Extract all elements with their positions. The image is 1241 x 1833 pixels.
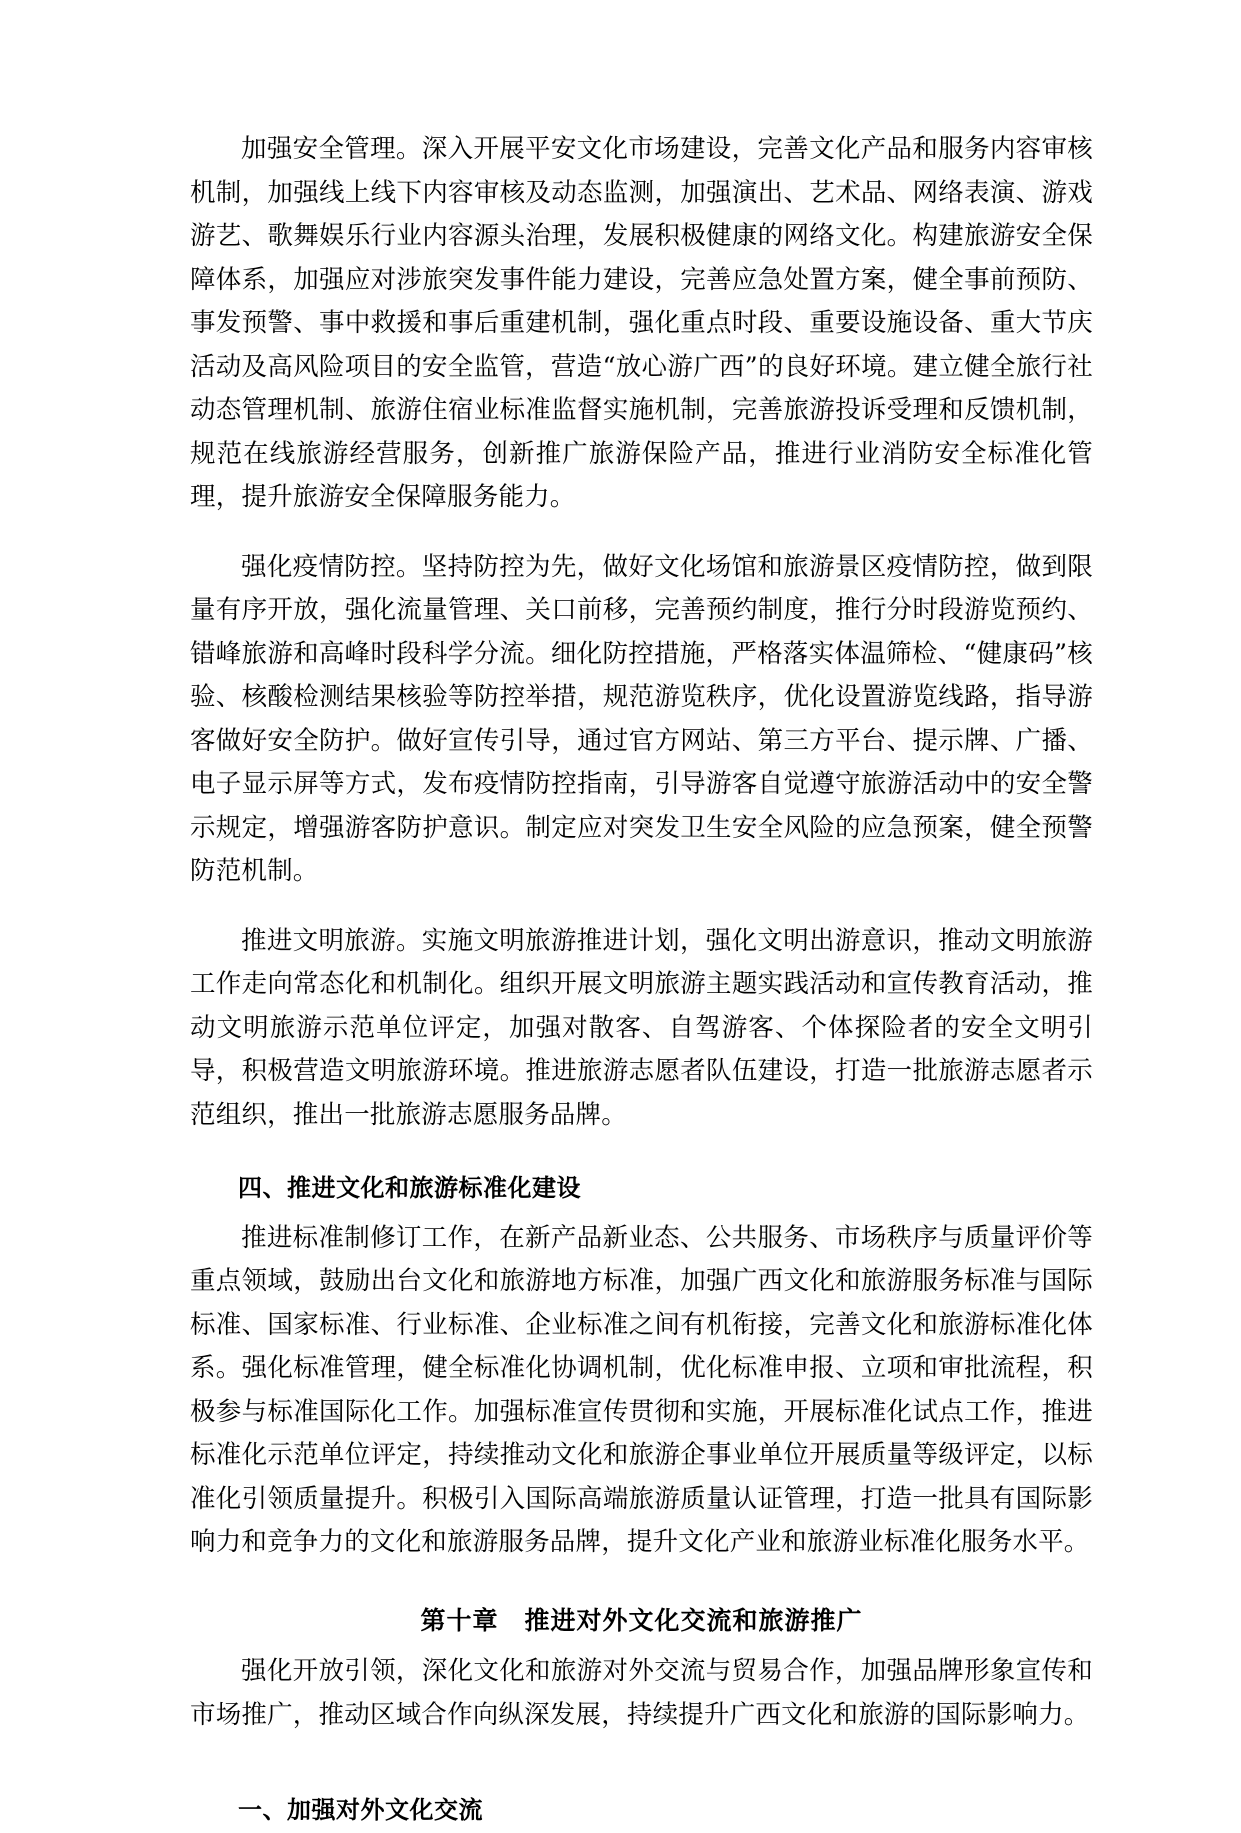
paragraph-safety-management: 加强安全管理。深入开展平安文化市场建设，完善文化产品和服务内容审核机制，加强线上线下内容审核及动态监测，加强演出、艺术品、网络表演、游戏游艺、歌舞娱乐行业内容源头治理，发展积极健康的网络文化。构建旅游安全保障体系，加强应对涉旅突发事件能力建设，完善应急处置方案，健全事前预防、事发预警、事中救援和事后重建机制，强化重点时段、重要设施设备、重大节庆活动及高风险项目的安全监管，营造“放心游广西”的良好环境。建立健全旅行社动态管理机制、旅游住宿业标准监督实施机制，完善旅游投诉受理和反馈机制，规范在线旅游经营服务，创新推广旅游保险产品，推进行业消防安全标准化管理，提升旅游安全保障服务能力。 bbox=[190, 134, 1093, 512]
document-body bbox=[190, 128, 1093, 1833]
paragraph-standardization: 推进标准制修订工作，在新产品新业态、公共服务、市场秩序与质量评价等重点领域，鼓励出台文化和旅游地方标准，加强广西文化和旅游服务标准与国际标准、国家标准、行业标准、企业标准之间有机衔接，完善文化和旅游标准化体系。强化标准管理，健全标准化协调机制，优化标准申报、立项和审批流程，积极参与标准国际化工作。加强标准宣传贯彻和实施，开展标准化试点工作，推进标准化示范单位评定，持续推动文化和旅游企事业单位开展质量等级评定，以标准化引领质量提升。积极引入国际高端旅游质量认证管理，打造一批具有国际影响力和竞争力的文化和旅游服务品牌，提升文化产业和旅游业标准化服务水平。 bbox=[190, 1222, 1093, 1557]
block-spacer bbox=[190, 1737, 1093, 1759]
heading-section-one-exchange: 一、加强对外文化交流 bbox=[238, 1796, 483, 1824]
heading-chapter-ten: 第十章 推进对外文化交流和旅游推广 bbox=[420, 1605, 863, 1635]
paragraph-civilized-tourism: 推进文明旅游。实施文明旅游推进计划，强化文明出游意识，推动文明旅游工作走向常态化和机制化。组织开展文明旅游主题实践活动和宣传教育活动，推动文明旅游示范单位评定，加强对散客、自驾游客、个体探险者的安全文明引导，积极营造文明旅游环境。推进旅游志愿者队伍建设，打造一批旅游志愿者示范组织，推出一批旅游志愿服务品牌。 bbox=[190, 925, 1093, 1130]
heading-section-four: 四、推进文化和旅游标准化建设 bbox=[238, 1174, 581, 1202]
paragraph-epidemic-control: 强化疫情防控。坚持防控为先，做好文化场馆和旅游景区疫情防控，做到限量有序开放，强化流量管理、关口前移，完善预约制度，推行分时段游览预约、错峰旅游和高峰时段科学分流。细化防控措施，严格落实体温筛检、“健康码”核验、核酸检测结果核验等防控举措，规范游览秩序，优化设置游览线路，指导游客做好安全防护。做好宣传引导，通过官方网站、第三方平台、提示牌、广播、电子显示屏等方式，发布疫情防控指南，引导游客自觉遵守旅游活动中的安全警示规定，增强游客防护意识。制定应对突发卫生安全风险的应急预案，健全预警防范机制。 bbox=[190, 551, 1093, 886]
paragraph-opening-guidance: 强化开放引领，深化文化和旅游对外交流与贸易合作，加强品牌形象宣传和市场推广，推动区域合作向纵深发展，持续提升广西文化和旅游的国际影响力。 bbox=[190, 1656, 1093, 1730]
